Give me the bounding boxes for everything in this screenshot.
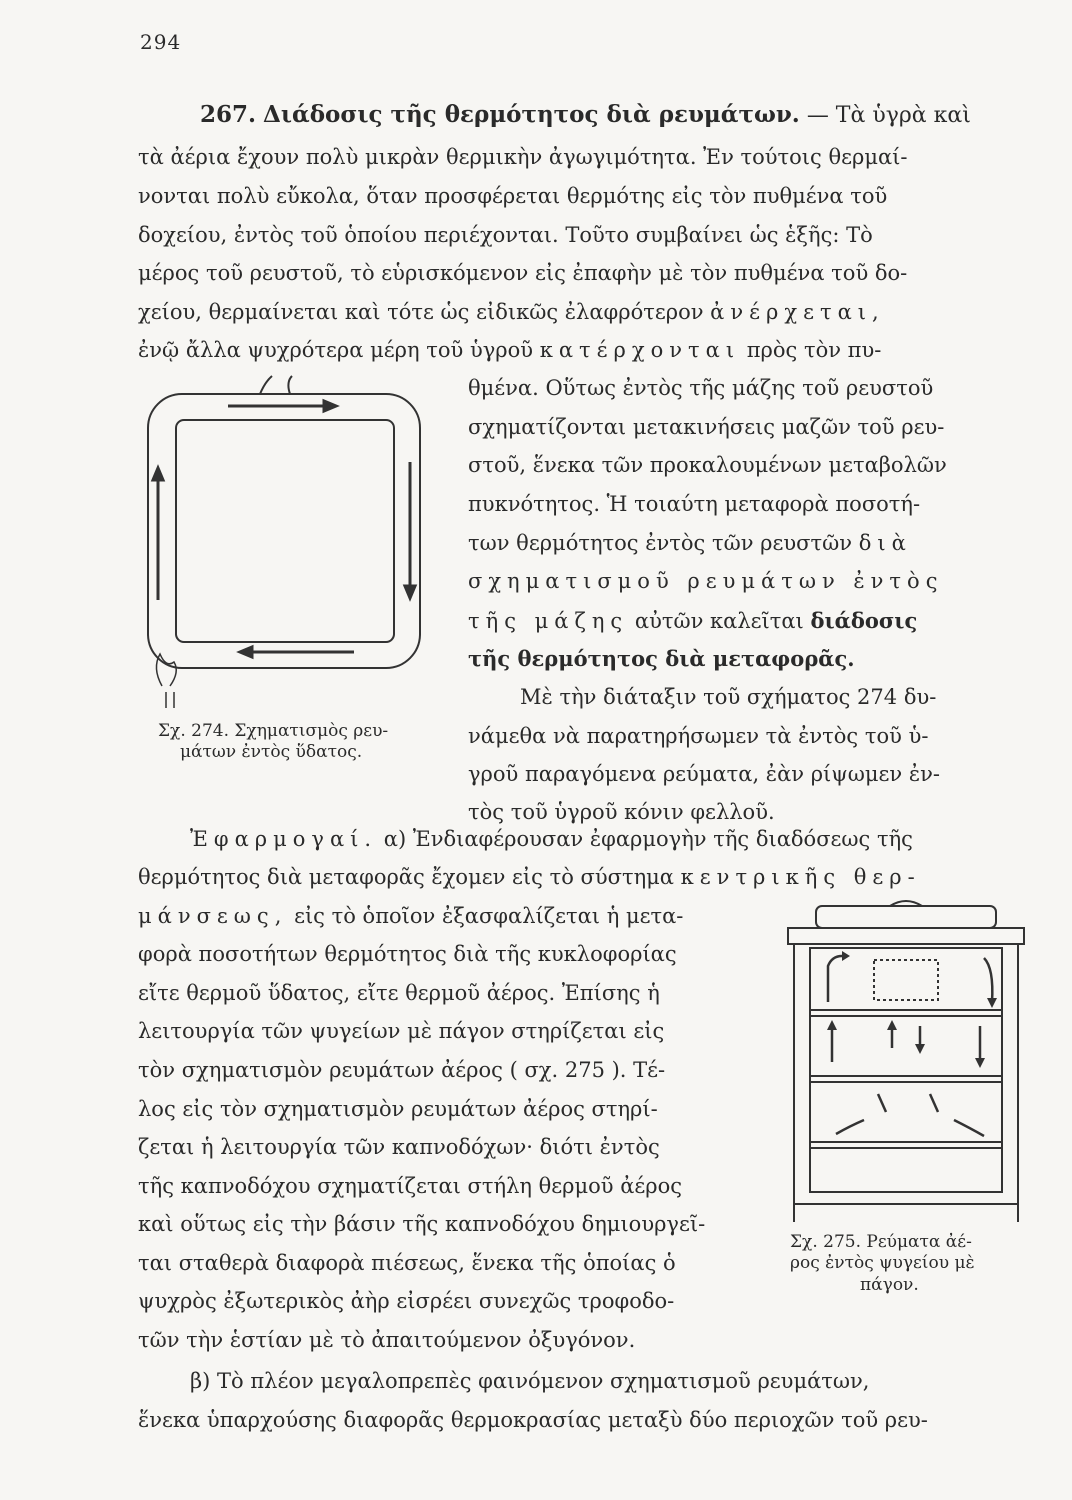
para1-text: ἐνῷ ἄλλα ψυχρότερα μέρη τοῦ ὑγροῦ — [138, 338, 534, 362]
para1-line — [138, 340, 881, 361]
figure-275-refrigerator — [780, 898, 1030, 1228]
para3-line: β) Τὸ πλέον μεγαλοπρεπὲς φαινόμενον σχηματισμοῦ ρευμάτων, — [190, 1369, 870, 1393]
para2-line: εἴτε θερμοῦ ὕδατος, εἴτε θερμοῦ ἀέρος. Ἐπίσης ἡ — [138, 981, 660, 1005]
section-heading — [200, 103, 971, 127]
para1-line: πυκνότητος. Ἡ τοιαύτη μεταφορὰ ποσοτή- — [468, 492, 921, 516]
para2-line: λος εἰς τὸν σχηματισμὸν ρευμάτων ἀέρος στηρί- — [138, 1097, 658, 1121]
para1-text: πρὸς τὸν πυ- — [746, 338, 882, 362]
para1-line: τὰ ἀέρια ἔχουν πολὺ μικρὰν θερμικὴν ἀγωγιμότητα. Ἐν τούτοις θερμαί- — [138, 145, 908, 169]
para1-line: στοῦ, ἕνεκα τῶν προκαλουμένων μεταβολῶν — [468, 453, 947, 477]
caption-line: πάγον. — [860, 1274, 919, 1295]
para2-line: τῶν τὴν ἑστίαν μὲ τὸ ἀπαιτούμενον ὀξυγόνον. — [138, 1328, 636, 1352]
para1-line — [468, 533, 912, 554]
para1-line: μέρος τοῦ ρευστοῦ, τὸ εὑρισκόμενον εἰς ἐπαφὴν μὲ τὸν πυθμένα τοῦ δο- — [138, 261, 908, 285]
para2-line: ται σταθερὰ διαφορὰ πιέσεως, ἕνεκα τῆς ὁποίας ὁ — [138, 1251, 676, 1275]
para2-line — [138, 867, 921, 888]
figure-274-convection-tube — [140, 372, 440, 712]
caption-line: ρος ἐντὸς ψυγείου μὲ — [790, 1253, 975, 1274]
para2-line: λειτουργία τῶν ψυγείων μὲ πάγον στηρίζεται εἰς — [138, 1019, 665, 1043]
page-number: 294 — [140, 30, 182, 54]
spaced-word: Ἐφαρμογαί. — [190, 827, 378, 851]
caption-line: μάτων ἐντὸς ὕδατος. — [180, 742, 363, 763]
para1-line: σχηματισμοῦ ρευμάτων ἐντὸς — [468, 569, 944, 593]
section-title: Διάδοσις τῆς θερμότητος διὰ ρευμάτων. — [263, 101, 800, 128]
para2-line — [138, 906, 683, 927]
para2-line: ζεται ἡ λειτουργία τῶν καπνοδόχων· διότι ἐντὸς — [138, 1135, 660, 1159]
para2-line: τῆς καπνοδόχου σχηματίζεται στήλη θερμοῦ ἀέρος — [138, 1174, 683, 1198]
para2-text: θερμότητος διὰ μεταφορᾶς ἔχομεν εἰς τὸ σύστημα — [138, 865, 674, 889]
para2-line: ψυχρὸς ἐξωτερικὸς ἀὴρ εἰσρέει συνεχῶς τροφοδο- — [138, 1289, 675, 1313]
section-number: 267. — [200, 101, 257, 128]
figure-274-caption — [158, 721, 388, 764]
para2-line: φορὰ ποσοτήτων θερμότητος διὰ τῆς κυκλοφορίας — [138, 942, 677, 966]
para2-text: εἰς τὸ ὁποῖον ἐξασφαλίζεται ἡ μετα- — [294, 904, 684, 928]
para1-line: νάμεθα νὰ παρατηρήσωμεν τὰ ἐντὸς τοῦ ὑ- — [468, 724, 929, 748]
para1-line: γροῦ παραγόμενα ρεύματα, ἐὰν ρίψωμεν ἐν- — [468, 762, 940, 786]
para1-line — [468, 610, 917, 632]
para1-text: αὐτῶν καλεῖται — [634, 609, 804, 633]
para2-line — [190, 829, 913, 850]
para2-line: καὶ οὕτως εἰς τὴν βάσιν τῆς καπνοδόχου δημιουργεῖ- — [138, 1212, 706, 1236]
para1-line: θμένα. Οὕτως ἐντὸς τῆς μάζης τοῦ ρευστοῦ — [468, 376, 934, 400]
bold-term: διάδοσις — [810, 608, 918, 633]
section-lead: — Τὰ ὑγρὰ καὶ — [806, 103, 971, 128]
para1-line: δοχείου, ἐντὸς τοῦ ὁποίου περιέχονται. Τοῦτο συμβαίνει ὡς ἑξῆς: Τὸ — [138, 223, 873, 247]
spaced-word: μάνσεως, — [138, 904, 288, 928]
para1-line — [138, 302, 885, 323]
caption-line: Σχ. 274. Σχηματισμὸς ρευ- — [158, 721, 389, 741]
para1-text: των θερμότητος ἐντὸς τῶν ρευστῶν — [468, 531, 852, 555]
spaced-word: κατέρχονται — [539, 338, 741, 362]
para3-line: ἕνεκα ὑπαρχούσης διαφορᾶς θερμοκρασίας μεταξὺ δύο περιοχῶν τοῦ ρευ- — [138, 1408, 928, 1432]
spaced-word: διὰ — [858, 531, 912, 555]
spaced-word: τῆς μάζης — [468, 609, 629, 633]
para2-line: τὸν σχηματισμὸν ρευμάτων ἀέρος ( σχ. 275 ). Τέ- — [138, 1058, 666, 1082]
para1-line: Μὲ τὴν διάταξιν τοῦ σχήματος 274 δυ- — [520, 685, 937, 709]
para1-line: τὸς τοῦ ὑγροῦ κόνιν φελλοῦ. — [468, 800, 775, 824]
spaced-word: κεντρικῆς θερ- — [680, 865, 921, 889]
figure-275-caption — [790, 1232, 975, 1296]
para1-line: νονται πολὺ εὔκολα, ὅταν προσφέρεται θερμότης εἰς τὸν πυθμένα τοῦ — [138, 184, 888, 208]
para2-text: α) Ἐνδιαφέρουσαν ἐφαρμογὴν τῆς διαδόσεως τῆς — [383, 827, 913, 851]
para1-text: χείου, θερμαίνεται καὶ τότε ὡς εἰδικῶς ἐλαφρότερον — [138, 300, 704, 324]
spaced-word: ἀνέρχεται, — [710, 300, 885, 324]
caption-line: Σχ. 275. Ρεύματα ἀέ- — [790, 1232, 972, 1252]
para1-line: σχηματίζονται μετακινήσεις μαζῶν τοῦ ρευ- — [468, 415, 945, 439]
bold-term-line: τῆς θερμότητος διὰ μεταφορᾶς. — [468, 646, 855, 671]
